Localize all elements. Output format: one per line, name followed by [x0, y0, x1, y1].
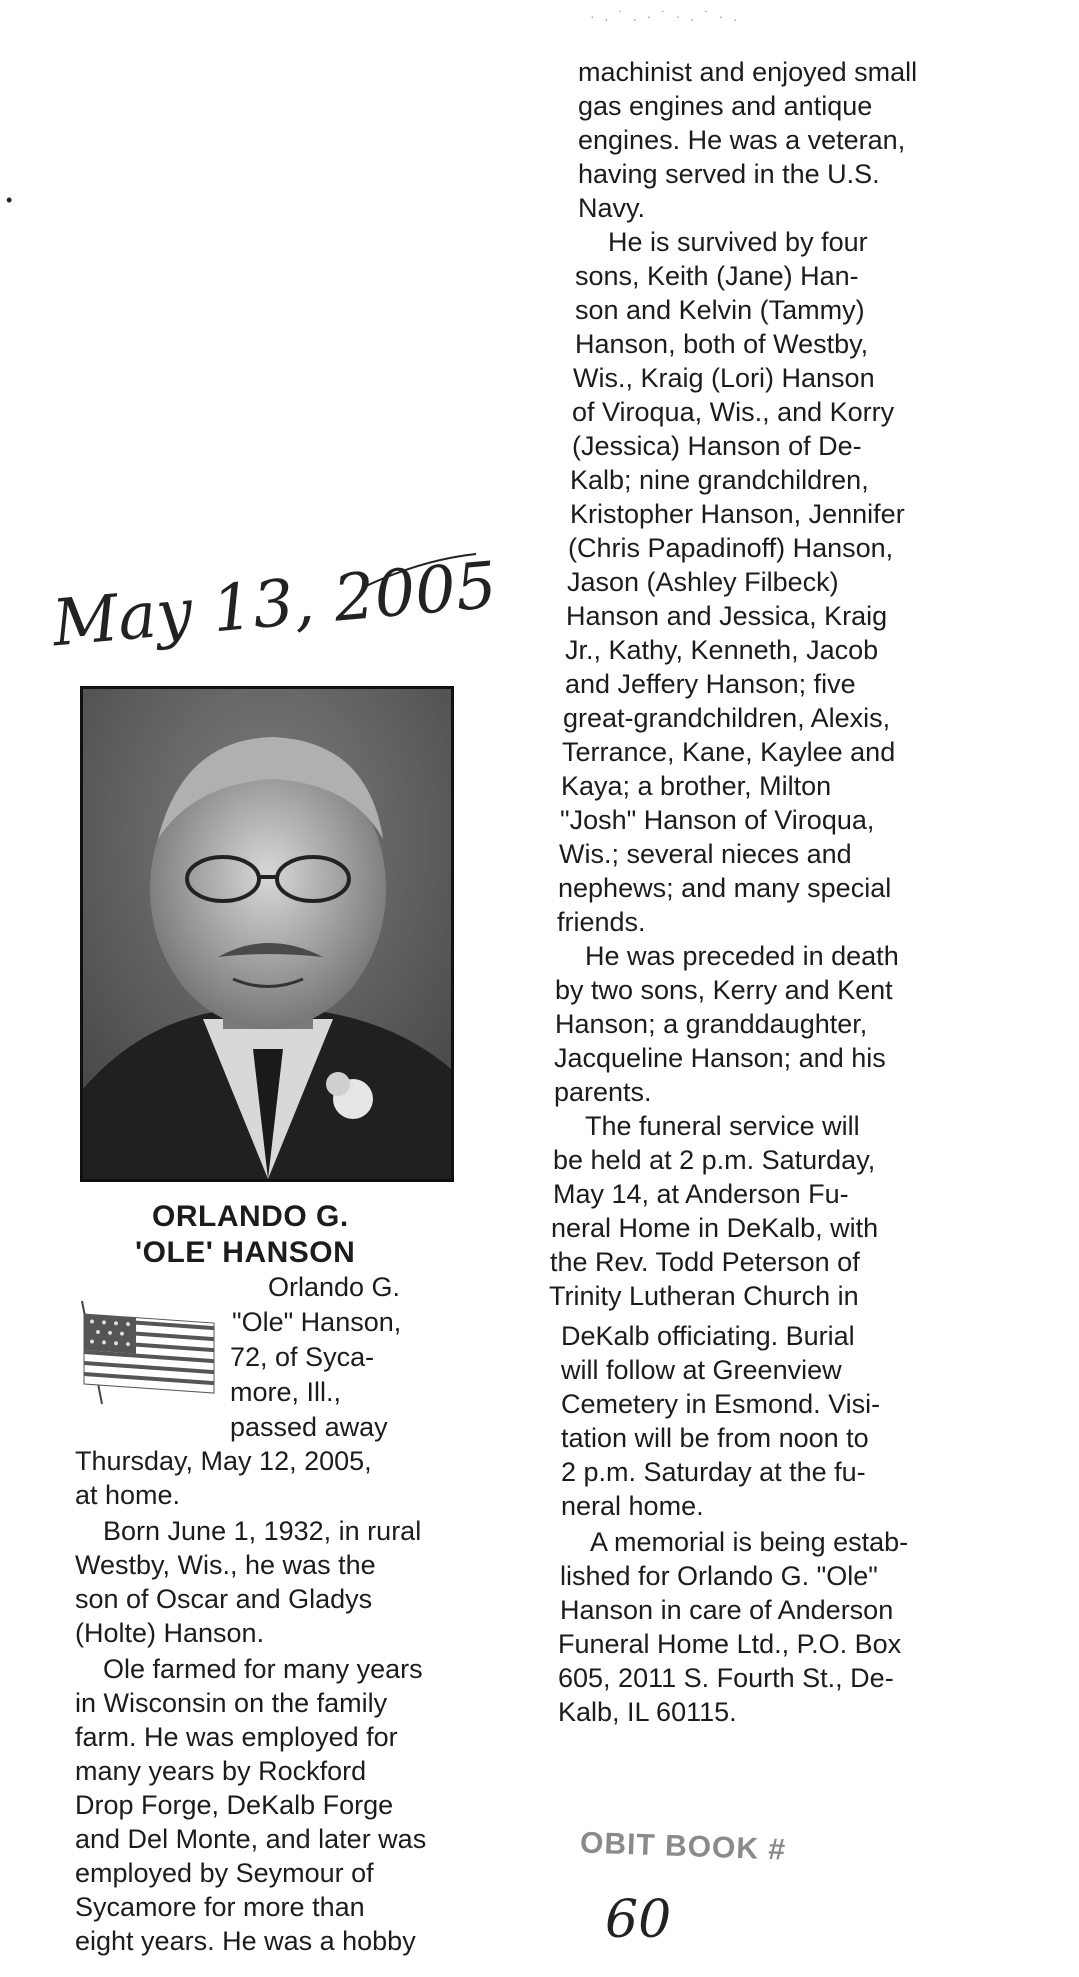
left-line-6: at home. [75, 1480, 181, 1510]
left-line-1: "Ole" Hanson, [232, 1307, 402, 1337]
obituary-headline-line-1: ORLANDO G. [152, 1200, 349, 1233]
right-line-37: DeKalb officiating. Burial [561, 1321, 855, 1351]
left-line-9: son of Oscar and Gladys [75, 1584, 373, 1614]
left-line-10: (Holte) Hanson. [75, 1618, 265, 1648]
left-line-5: Thursday, May 12, 2005, [75, 1446, 372, 1476]
right-line-13: Kristopher Hanson, Jennifer [570, 499, 905, 529]
right-line-47: 605, 2011 S. Fourth St., De- [558, 1663, 894, 1693]
right-line-43: A memorial is being estab- [590, 1527, 909, 1557]
right-line-22: "Josh" Hanson of Viroqua, [560, 805, 875, 835]
right-line-8: Hanson, both of Westby, [575, 329, 869, 359]
right-line-20: Terrance, Kane, Kaylee and [562, 737, 896, 767]
left-line-7: Born June 1, 1932, in rural [103, 1516, 422, 1546]
right-line-33: May 14, at Anderson Fu- [553, 1179, 849, 1209]
left-line-11: Ole farmed for many years [103, 1654, 423, 1684]
right-line-4: Navy. [578, 193, 646, 223]
left-line-2: 72, of Syca- [230, 1342, 375, 1372]
right-line-9: Wis., Kraig (Lori) Hanson [573, 363, 875, 393]
right-line-1: gas engines and antique [578, 91, 873, 121]
right-line-38: will follow at Greenview [561, 1355, 842, 1385]
american-flag-icon [72, 1296, 222, 1406]
left-line-18: Sycamore for more than [75, 1892, 365, 1922]
handwritten-book-number: 60 [605, 1890, 672, 1950]
scan-speck: · . ˙ . · ˙ · . ˙ · . [590, 8, 741, 24]
right-line-21: Kaya; a brother, Milton [561, 771, 832, 801]
obituary-headline-line-2: 'OLE' HANSON [135, 1236, 356, 1269]
right-line-36: Trinity Lutheran Church in [549, 1281, 859, 1311]
right-line-3: having served in the U.S. [578, 159, 880, 189]
left-line-3: more, Ill., [230, 1377, 342, 1407]
right-line-26: He was preceded in death [585, 941, 899, 971]
right-line-45: Hanson in care of Anderson [560, 1595, 894, 1625]
right-line-12: Kalb; nine grandchildren, [570, 465, 869, 495]
right-line-2: engines. He was a veteran, [578, 125, 906, 155]
right-line-32: be held at 2 p.m. Saturday, [553, 1145, 876, 1175]
left-line-4: passed away [230, 1412, 388, 1442]
right-line-17: Jr., Kathy, Kenneth, Jacob [565, 635, 879, 665]
right-line-28: Hanson; a granddaughter, [555, 1009, 868, 1039]
right-line-6: sons, Keith (Jane) Han- [575, 261, 859, 291]
right-line-39: Cemetery in Esmond. Visi- [561, 1389, 881, 1419]
right-line-30: parents. [554, 1077, 652, 1107]
left-line-14: many years by Rockford [75, 1756, 367, 1786]
obit-book-stamp: OBIT BOOK # [579, 1826, 787, 1867]
right-line-19: great-grandchildren, Alexis, [563, 703, 891, 733]
right-line-44: lished for Orlando G. "Ole" [560, 1561, 878, 1591]
right-line-15: Jason (Ashley Filbeck) [567, 567, 839, 597]
handwritten-date: May 13, 2005 [49, 548, 500, 662]
right-line-7: son and Kelvin (Tammy) [575, 295, 865, 325]
left-line-19: eight years. He was a hobby [75, 1926, 416, 1956]
right-line-31: The funeral service will [585, 1111, 860, 1141]
right-line-40: tation will be from noon to [561, 1423, 869, 1453]
left-line-12: in Wisconsin on the family [75, 1688, 388, 1718]
right-line-0: machinist and enjoyed small [578, 57, 918, 87]
right-line-35: the Rev. Todd Peterson of [550, 1247, 860, 1277]
right-line-29: Jacqueline Hanson; and his [554, 1043, 886, 1073]
right-line-48: Kalb, IL 60115. [558, 1697, 737, 1727]
right-line-34: neral Home in DeKalb, with [551, 1213, 879, 1243]
right-line-14: (Chris Papadinoff) Hanson, [568, 533, 894, 563]
right-line-41: 2 p.m. Saturday at the fu- [561, 1457, 866, 1487]
right-line-11: (Jessica) Hanson of De- [572, 431, 862, 461]
left-line-17: employed by Seymour of [75, 1858, 374, 1888]
left-line-8: Westby, Wis., he was the [75, 1550, 376, 1580]
right-line-27: by two sons, Kerry and Kent [555, 975, 893, 1005]
right-line-23: Wis.; several nieces and [559, 839, 852, 869]
right-line-42: neral home. [561, 1491, 704, 1521]
right-line-24: nephews; and many special [558, 873, 892, 903]
right-line-25: friends. [557, 907, 646, 937]
left-line-0: Orlando G. [268, 1272, 401, 1302]
portrait-photo [80, 686, 454, 1182]
right-line-10: of Viroqua, Wis., and Korry [572, 397, 895, 427]
right-line-5: He is survived by four [608, 227, 868, 257]
right-line-16: Hanson and Jessica, Kraig [566, 601, 888, 631]
left-line-16: and Del Monte, and later was [75, 1824, 427, 1854]
right-line-46: Funeral Home Ltd., P.O. Box [558, 1629, 902, 1659]
date-underline-stroke [360, 548, 480, 598]
right-line-18: and Jeffery Hanson; five [565, 669, 856, 699]
left-line-15: Drop Forge, DeKalb Forge [75, 1790, 394, 1820]
scan-speck: • [6, 190, 13, 210]
left-line-13: farm. He was employed for [75, 1722, 398, 1752]
